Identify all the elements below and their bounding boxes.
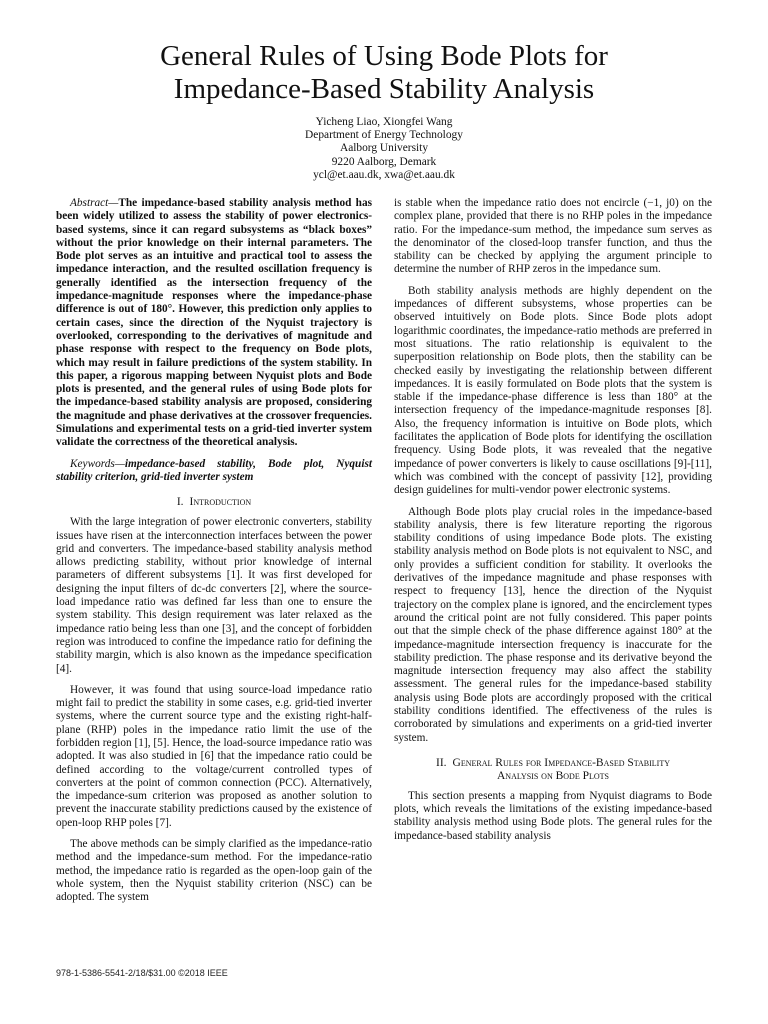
intro-paragraph-3: The above methods can be simply clarified as the impedance-ratio method and the impedance-sum method. For the impedance-ratio method, the impedance ratio is regarded as the open-loop gain of the whole system, then the Nyquist stability criterion (NSC) can be adopted. The system	[56, 838, 372, 904]
section-2-title-line-2: Analysis on Bode Plots	[497, 769, 609, 782]
section-2-heading	[394, 757, 712, 783]
author-university: Aalborg University	[339, 142, 429, 155]
section-2-paragraph-1: This section presents a mapping from Nyquist diagrams to Bode plots, which reveals the limitations of the existing impedance-based stability analysis method using Bode plots. The general rules for the impedance-based stability analysis	[394, 789, 712, 842]
intro-paragraph-6: Although Bode plots play crucial roles in the impedance-based stability analysis, there is few literature reporting the rigorous stability conditions of using impedance Bode plots. The existing stability analysis method on Bode plots is not equivalent to NSC, and only provides a sufficient condition for stability. It overlooks the derivatives of the impedance magnitude and phase responses with respect to frequency [13], hence the direction of the Nyquist trajectory on the complex plane is ignored, and the encirclement types around the critical point are not fully considered. This paper points out that the simple check of the phase difference against 180° at the impedance-magnitude intersection frequency is inaccurate for the stability prediction. The phase response and its derivative beyond the magnitude intersection frequency may also affect the stability assessment. The general rules for the impedance-based stability analysis using Bode plots are accordingly proposed with the critical stability conditions identified. The effectiveness of the rules is corroborated by simulations and experiments on a grid-tied inverter system.	[394, 505, 712, 744]
abstract	[56, 197, 372, 450]
intro-paragraph-5: Both stability analysis methods are highly dependent on the impedances of different subsystems, whose properties can be observed intuitively on Bode plots. Since Bode plots adopt logarithmic coordinates, the impedance-ratio methods are preferred in most situations. The ratio relationship is equivalent to the superposition relationship on Bode plots, then the stability can be checked easily by investigating the relationship between different impedances. It is easily formulated on Bode plots that the system is stable if the impedance-phase difference is less than 180° at the intersection frequency of the impedance-magnitude responses [8]. Also, the frequency information is intuitive on Bode plots, which facilitates the application of Bode plots for identifying the oscillation frequency. Using Bode plots, it was revealed that the negative impedance of power converters is likely to cause oscillations [9]-[11], which was combined with the concept of passivity [12], providing design guidelines for multi-vendor power electronic systems.	[394, 284, 712, 497]
paper-title	[40, 40, 728, 106]
section-1-title: Introduction	[189, 496, 252, 509]
section-1-heading	[56, 496, 372, 509]
section-2-title-line-1: General Rules for Impedance-Based Stability	[452, 756, 670, 769]
right-column	[394, 197, 712, 851]
intro-paragraph-1: With the large integration of power electronic converters, stability issues have risen at the interconnection interfaces between the power grid and converters. The impedance-based stability analysis method allows predicting stability, without prior knowledge of internal parameters of different subsystems [1]. It was first developed for designing the input filters of dc-dc converters [2], where the source-load impedance ratio was defined far less than one to ensure the system stability. This design requirement was later relaxed as the impedance ratio being less than one [3], and the concept of forbidden region was introduced to confine the impedance ratio for defining the stability margin, which is also known as the impedance specification [4].	[56, 516, 372, 675]
left-column	[56, 197, 372, 913]
keywords	[56, 458, 372, 485]
author-email: ycl@et.aau.dk, xwa@et.aau.dk	[313, 168, 455, 181]
author-names: Yicheng Liao, Xiongfei Wang	[315, 116, 453, 128]
intro-paragraph-4: is stable when the impedance ratio does not encircle (−1, j0) on the complex plane, provided that there is no RHP poles in the impedance ratio. For the impedance-sum method, the impedance sum serves as the denominator of the closed-loop transfer function, and thus the stability can be checked by applying the argument principle to determine the number of RHP zeros in the impedance sum.	[394, 197, 712, 276]
intro-paragraph-2: However, it was found that using source-load impedance ratio might fail to predict the stability in some cases, e.g. grid-tied inverter systems, where the current source type and the existing right-half-plane (RHP) poles in the impedance ratio limit the use of the forbidden region [1], [5]. Hence, the load-source impedance ratio was adopted. It was also studied in [6] that the impedance ratio could be defined according to the voltage/current controlled types of converters at the point of common connection (PCC). Alternatively, the impedance-sum criterion was proposed as another solution to prevent the inaccurate stability predictions caused by the existence of open-loop RHP poles [7].	[56, 683, 372, 829]
section-2-number: II.	[436, 756, 447, 769]
abstract-text: The impedance-based stability analysis method has been widely utilized to assess the stability of power electronics-based systems, since it can regard subsystems as “black boxes” without the prior knowledge on their internal parameters. The Bode plot serves as an intuitive and practical tool to assess the impedance interaction, and the resulted oscillation frequency is generally identified as the intersection frequency of the impedance-magnitude responses where the impedance-phase difference is out of 180°. However, this prediction only applies to certain cases, since the direction of the Nyquist trajectory is overlooked, corresponding to the derivatives of magnitude and phase response with respect to the frequency on Bode plots, which may result in failure predictions of the system stability. In this paper, a rigorous mapping between Nyquist plots and Bode plots is presented, and the general rules of using Bode plots for the impedance-based stability analysis are proposed, considering the magnitude and phase derivatives at the crossover frequencies. Simulations and experimental tests on a grid-tied inverter system validate the correctness of the theoretical analysis.	[56, 197, 372, 449]
keywords-text: impedance-based stability, Bode plot, Nyquist stability criterion, grid-tied inverter system	[56, 457, 372, 483]
title-line-2: Impedance-Based Stability Analysis	[173, 73, 595, 105]
author-block	[200, 116, 568, 182]
section-1-number: I.	[176, 496, 184, 509]
keywords-lead: Keywords—	[70, 457, 125, 470]
abstract-lead: Abstract—	[70, 197, 119, 209]
copyright-footer: 978-1-5386-5541-2/18/$31.00 ©2018 IEEE	[56, 968, 228, 978]
author-address: 9220 Aalborg, Demark	[331, 155, 437, 168]
author-department: Department of Energy Technology	[305, 129, 463, 142]
title-line-1: General Rules of Using Bode Plots for	[160, 40, 608, 72]
